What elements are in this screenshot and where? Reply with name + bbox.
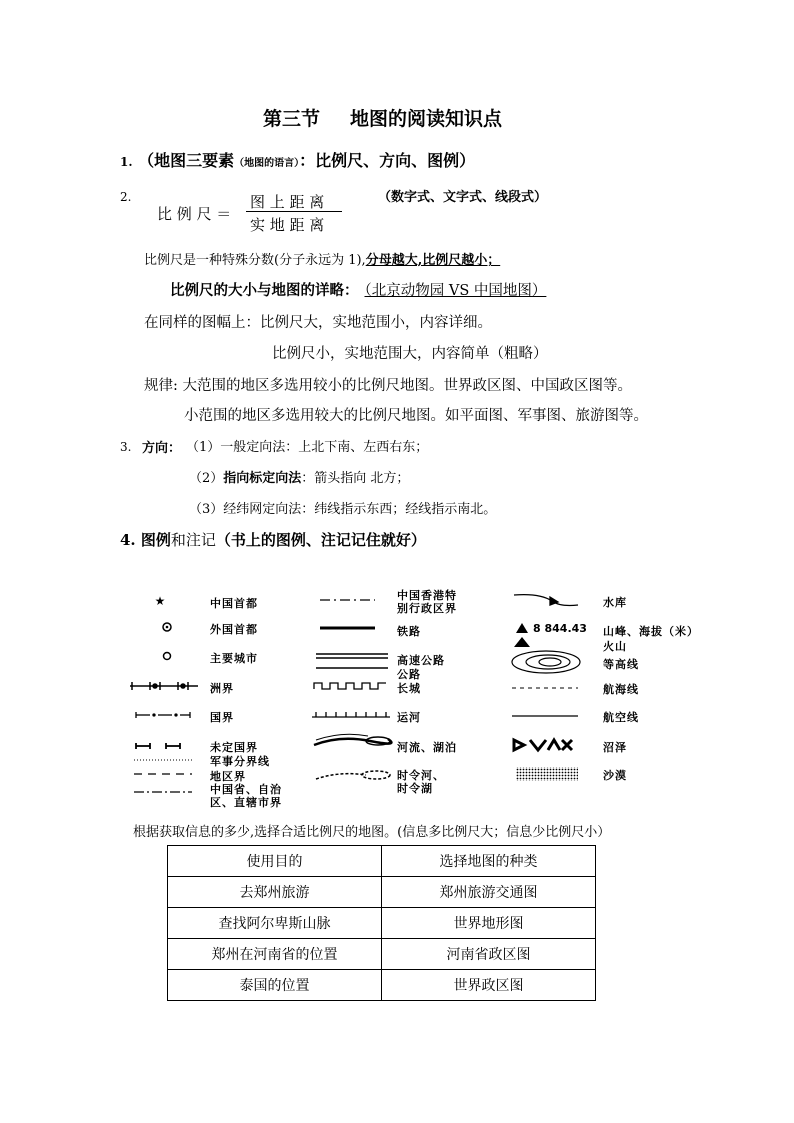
highway-icon [316, 654, 388, 658]
legend-volcano: 火山 [603, 640, 627, 653]
table-cell-map-type: 河南省政区图 [382, 939, 596, 970]
star-icon: ★ [154, 594, 166, 608]
national-border-icon [136, 712, 190, 718]
legend-railway: 铁路 [397, 625, 421, 638]
table-row [168, 939, 596, 970]
table-header-row [168, 846, 596, 877]
section-1-main: （地图三要素 [138, 151, 235, 170]
legend-peak: 山峰、海拔（米） [603, 625, 699, 638]
undetermined-border-icon [136, 743, 180, 749]
table-row [168, 970, 596, 1001]
direction-method-1: （1）一般定向法：上北下南、左西右东； [186, 440, 429, 455]
volcano-icon [514, 637, 530, 647]
direction-label: 方向： [142, 441, 182, 456]
legend-region-border: 地区界 [210, 770, 246, 783]
legend-seasonal-river: 时令河、 [397, 769, 445, 782]
legend-desert: 沙漠 [603, 769, 627, 782]
scale-definition-text: 比例尺是一种特殊分数(分子永远为 1), [144, 253, 366, 268]
legend-reservoir: 水库 [603, 596, 627, 609]
table-cell-map-type: 世界政区图 [382, 970, 596, 1001]
section-4-annotation: 和注记 [170, 531, 216, 549]
peak-elevation: 8 844.43 [533, 622, 587, 635]
seasonal-river-icon [316, 771, 390, 779]
small-scale-line: 比例尺小，实地范围大，内容简单（粗略） [272, 346, 548, 362]
table-row [168, 877, 596, 908]
continent-border-icon [130, 682, 198, 690]
scale-definition-rule: 分母越大,比例尺越小； [365, 253, 501, 268]
canal-icon [312, 712, 390, 717]
legend-undetermined-border: 未定国界 [210, 741, 258, 754]
legend-hk-border-1: 中国香港特 [397, 589, 457, 602]
legend-province-border-2: 区、直辖市界 [210, 796, 282, 809]
section-1 [120, 148, 475, 171]
section-4-legend: 4. 图例 [120, 531, 171, 549]
reservoir-icon [514, 595, 578, 606]
fraction-line [246, 211, 342, 212]
table-cell-purpose: 郑州在河南省的位置 [168, 939, 382, 970]
section-4-note: （书上的图例、注记记住就好） [215, 531, 426, 549]
legend-swamp: 沼泽 [603, 741, 627, 754]
scale-definition [144, 249, 500, 268]
legend-continent-border: 洲界 [210, 682, 234, 695]
legend-hk-border-2: 别行政区界 [397, 602, 457, 615]
scale-detail-example: （北京动物园 VS 中国地图） [364, 283, 547, 299]
rule-line-2: 小范围的地区多选用较大的比例尺地图。如平面图、军事图、旅游图等。 [184, 408, 648, 424]
section-1-number: 1. [120, 155, 133, 169]
legend-canal: 运河 [397, 711, 421, 724]
map-choice-table [167, 845, 596, 1001]
foreign-capital-icon [163, 623, 171, 631]
table-cell-purpose: 泰国的位置 [168, 970, 382, 1001]
legend-river-lake: 河流、湖泊 [397, 741, 457, 754]
direction-method-2-name: 指向标定向法 [223, 471, 302, 486]
table-header-purpose: 使用目的 [168, 846, 382, 877]
legend-major-city: 主要城市 [210, 652, 258, 665]
swamp-icon [514, 740, 572, 750]
legend-foreign-capital: 外国首都 [210, 623, 258, 636]
scale-detail-line [170, 279, 546, 300]
scale-detail-label: 比例尺的大小与地图的详略： [170, 282, 359, 299]
table-cell-purpose: 查找阿尔卑斯山脉 [168, 908, 382, 939]
section-2-number: 2. [120, 190, 132, 204]
table-row [168, 908, 596, 939]
section-1-rest: ：比例尺、方向、图例） [299, 151, 476, 170]
legend-china-capital: 中国首都 [210, 597, 258, 610]
table-intro: 根据获取信息的多少,选择合适比例尺的地图。(信息多比例尺大；信息少比例尺小） [133, 825, 611, 840]
legend-province-border-1: 中国省、自治 [210, 783, 282, 796]
direction-method-2 [189, 467, 409, 486]
direction-method-2-num: （2） [189, 471, 224, 486]
legend-military-line: 军事分界线 [210, 755, 270, 768]
legend-seasonal-lake: 时令湖 [397, 782, 433, 795]
table-cell-purpose: 去郑州旅游 [168, 877, 382, 908]
table-cell-map-type: 郑州旅游交通图 [382, 877, 596, 908]
title-section: 第三节 [263, 108, 321, 130]
large-scale-line: 在同样的图幅上：比例尺大，实地范围小，内容详细。 [144, 315, 492, 331]
direction-method-3: （3）经纬网定向法：纬线指示东西；经线指示南北。 [189, 502, 497, 517]
page-title [263, 104, 502, 131]
river-lake-icon [314, 734, 391, 745]
great-wall-icon [314, 683, 386, 689]
legend-national-border: 国界 [210, 711, 234, 724]
city-circle-icon [164, 653, 171, 660]
section-4 [120, 529, 426, 550]
legend-highway: 高速公路 [397, 654, 445, 667]
legend-road: 公路 [397, 668, 421, 681]
scale-forms-note: （数字式、文字式、线段式） [378, 190, 548, 205]
rule-line-1: 规律: 大范围的地区多选用较小的比例尺地图。世界政区图、中国政区图等。 [144, 378, 632, 394]
peak-triangle-icon [516, 623, 528, 633]
table-header-map-type: 选择地图的种类 [382, 846, 596, 877]
legend-sea-route: 航海线 [603, 683, 639, 696]
scale-denominator: 实 地 距 离 [250, 216, 325, 234]
scale-numerator: 图 上 距 离 [250, 193, 325, 211]
title-topic: 地图的阅读知识点 [350, 108, 503, 130]
table-cell-map-type: 世界地形图 [382, 908, 596, 939]
contour-lines-icon [512, 651, 580, 673]
legend-air-route: 航空线 [603, 711, 639, 724]
legend-contour: 等高线 [603, 658, 639, 671]
desert-icon [516, 767, 578, 781]
direction-method-2-text: ：箭头指向 北方； [301, 471, 410, 486]
scale-formula-lhs: 比 例 尺 ＝ [157, 205, 232, 223]
legend-great-wall: 长城 [397, 682, 421, 695]
section-1-sub: （地图的语言） [234, 158, 300, 169]
section-3-number: 3. [120, 440, 132, 454]
